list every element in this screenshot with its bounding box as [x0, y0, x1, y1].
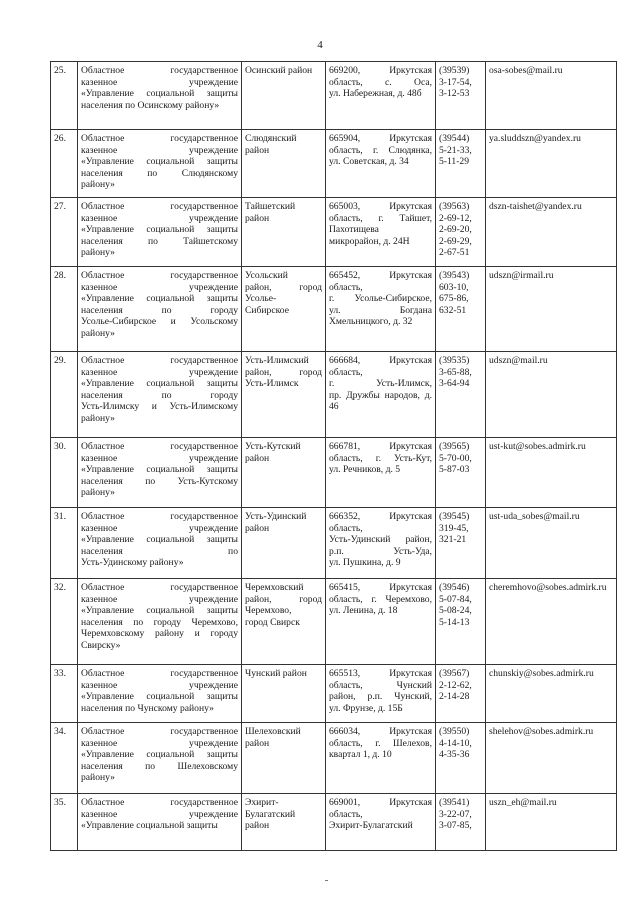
address-line: Усть-Удинский район, [329, 534, 432, 546]
address [326, 508, 436, 579]
institution-name [78, 198, 242, 267]
district-line: район [245, 522, 270, 534]
phone [436, 665, 486, 723]
institution-name-line: населения по Слюдянскому [81, 167, 238, 179]
phone-line: (39539) [439, 65, 470, 76]
district-line: Усть-Илимск [245, 378, 299, 390]
page-number: 4 [317, 39, 323, 51]
address-line: область, г. Тайшет, [329, 212, 432, 224]
address-line: область, г. Шелехов, [329, 737, 432, 749]
institution-name-line: казенное учреждение [81, 144, 238, 156]
address-line: 665513, Иркутская [329, 668, 432, 679]
address-line: 666034, Иркутская [329, 726, 432, 737]
address-line: р.п. Усть-Уда, [329, 545, 432, 557]
address-line: 665003, Иркутская [329, 201, 432, 212]
address-line: ул. Пушкина, д. 9 [329, 557, 401, 569]
address-line: Хмельницкого, д. 32 [329, 316, 413, 328]
phone-line: 5-87-03 [439, 464, 470, 476]
district [242, 130, 326, 198]
phone-line: 319-45, [439, 522, 469, 534]
email-address: dszn-taishet@yandex.ru [489, 201, 582, 212]
institution-name-line: казенное учреждение [81, 679, 238, 691]
district [242, 794, 326, 851]
district-line: Сибирское [245, 304, 289, 316]
row-number-text: 28. [54, 270, 66, 281]
row-number [51, 794, 78, 851]
institution-name-line: казенное учреждение [81, 808, 238, 820]
address-line: г. Усть-Илимск, [329, 378, 432, 390]
district-line: район, город [245, 281, 322, 293]
address [326, 579, 436, 665]
address-line: г. Усолье-Сибирское, [329, 293, 432, 305]
address-line: область, [329, 281, 363, 293]
table-row [51, 579, 617, 665]
institution-name-line: «Управление социальной защиты [81, 820, 218, 832]
district [242, 579, 326, 665]
institution-name-line: казенное учреждение [81, 281, 238, 293]
address-line: область, [329, 366, 363, 378]
phone-line: 3-17-54, [439, 76, 472, 88]
phone-line: 603-10, [439, 281, 469, 293]
institution-name-line: населения по Тайшетскому [81, 235, 238, 247]
institution-name-line: Областное государственное [81, 201, 238, 212]
address [326, 130, 436, 198]
institution-name-line: населения по Шелеховскому [81, 760, 238, 772]
email [486, 130, 617, 198]
institution-name [78, 130, 242, 198]
institution-name [78, 723, 242, 794]
institution-name-line: «Управление социальной защиты [81, 534, 238, 546]
phone [436, 438, 486, 508]
district [242, 438, 326, 508]
row-number [51, 352, 78, 438]
institution-name-line: населения по городу [81, 389, 238, 401]
address-line: область, г. Слюдянка, [329, 144, 432, 156]
row-number-text: 29. [54, 355, 66, 366]
phone-line: 3-22-07, [439, 808, 472, 820]
institution-name-line: «Управление социальной защиты [81, 464, 238, 476]
institution-name-line: району» [81, 179, 115, 191]
address-line: 665904, Иркутская [329, 133, 432, 144]
institution-name [78, 665, 242, 723]
institution-name-line: Областное государственное [81, 441, 238, 452]
address-line: Пахотищева [329, 224, 379, 236]
institution-name-line: населения по [81, 545, 238, 557]
phone [436, 267, 486, 352]
address-line: 669001, Иркутская [329, 797, 432, 808]
email [486, 508, 617, 579]
phone [436, 579, 486, 665]
scan-mark [325, 880, 328, 881]
address [326, 438, 436, 508]
phone-line: (39567) [439, 668, 470, 679]
email [486, 665, 617, 723]
district [242, 352, 326, 438]
institution-name-line: «Управление социальной защиты [81, 88, 238, 100]
institution-name-line: «Управление социальной защиты [81, 605, 238, 617]
phone-line: 5-08-24, [439, 605, 472, 617]
phone-line: 632-51 [439, 304, 467, 316]
phone-line: (39543) [439, 270, 470, 281]
row-number [51, 579, 78, 665]
institution-name-line: казенное учреждение [81, 212, 238, 224]
phone [436, 198, 486, 267]
phone-line: 5-07-84, [439, 593, 472, 605]
institution-name-line: населения по городу [81, 304, 238, 316]
phone-line: 2-12-62, [439, 679, 472, 691]
address-line: 666352, Иркутская [329, 511, 432, 522]
phone-line: (39550) [439, 726, 470, 737]
institution-name-line: казенное учреждение [81, 737, 238, 749]
institution-name-line: казенное учреждение [81, 76, 238, 88]
district-line: Усольский [245, 270, 288, 281]
email [486, 267, 617, 352]
row-number-text: 25. [54, 65, 66, 76]
email-address: ust-uda_sobes@mail.ru [489, 511, 580, 522]
district-line: Усолье- [245, 293, 277, 305]
address [326, 723, 436, 794]
institution-name [78, 352, 242, 438]
phone-line: 5-11-29 [439, 156, 470, 168]
institution-name-line: Областное государственное [81, 797, 238, 808]
institution-name-line: «Управление социальной защиты [81, 156, 238, 168]
phone-line: 3-07-85, [439, 820, 472, 832]
institution-name-line: Свирску» [81, 639, 121, 651]
institution-name-line: «Управление социальной защиты [81, 224, 238, 236]
institution-name-line: населения по Усть-Кутскому [81, 475, 238, 487]
institution-name-line: «Управление социальной защиты [81, 293, 238, 305]
address-line: 665415, Иркутская [329, 582, 432, 593]
address-line: ул. Ленина, д. 18 [329, 605, 398, 617]
institution-name-line: Областное государственное [81, 270, 238, 281]
district [242, 665, 326, 723]
district-line: Слюдянский [245, 133, 297, 144]
phone-line: 3-65-88, [439, 366, 472, 378]
district [242, 267, 326, 352]
institution-name-line: казенное учреждение [81, 522, 238, 534]
institution-name-line: Областное государственное [81, 726, 238, 737]
email-address: shelehov@sobes.admirk.ru [489, 726, 594, 737]
institution-name [78, 267, 242, 352]
table-row [51, 794, 617, 851]
phone [436, 62, 486, 130]
institution-name-line: населения по Чунскому району» [81, 702, 214, 714]
phone-line: (39541) [439, 797, 470, 808]
phone-line: (39535) [439, 355, 470, 366]
email-address: udszn@mail.ru [489, 355, 548, 366]
phone [436, 508, 486, 579]
institution-name-line: Усть-Удинскому району» [81, 557, 184, 569]
email-address: chunskiy@sobes.admirk.ru [489, 668, 594, 679]
email [486, 794, 617, 851]
table-row [51, 665, 617, 723]
phone-line: 2-69-12, [439, 212, 472, 224]
phone-line: 2-67-51 [439, 247, 470, 259]
district-line: район [245, 212, 270, 224]
table-row [51, 267, 617, 352]
district [242, 508, 326, 579]
address-line: 669200, Иркутская [329, 65, 432, 76]
address-line: 46 [329, 401, 339, 413]
district-line: Чунский район [245, 668, 307, 679]
address-line: квартал 1, д. 10 [329, 749, 392, 761]
phone-line: 4-14-10, [439, 737, 472, 749]
institution-name-line: Областное государственное [81, 355, 238, 366]
phone-line: 2-69-29, [439, 235, 472, 247]
row-number [51, 267, 78, 352]
phone-line: (39563) [439, 201, 470, 212]
row-number-text: 34. [54, 726, 66, 737]
email [486, 723, 617, 794]
district-line: район [245, 737, 270, 749]
address-line: область, [329, 522, 363, 534]
institution-name [78, 508, 242, 579]
address-line: область, г. Черемхово, [329, 593, 432, 605]
address-line: район, р.п. Чунский, [329, 691, 432, 703]
institution-name-line: Усолье-Сибирское и Усольскому [81, 316, 238, 328]
district-line: Тайшетский [245, 201, 296, 212]
table-row [51, 723, 617, 794]
email-address: uszn_eh@mail.ru [489, 797, 557, 808]
phone-line: (39545) [439, 511, 470, 522]
phone-line: (39546) [439, 582, 470, 593]
address-line: область, с. Оса, [329, 76, 432, 88]
phone [436, 352, 486, 438]
email [486, 62, 617, 130]
institution-name-line: Областное государственное [81, 668, 238, 679]
institution-name-line: Областное государственное [81, 582, 238, 593]
institution-name-line: «Управление социальной защиты [81, 691, 238, 703]
email-address: ust-kut@sobes.admirk.ru [489, 441, 586, 452]
address-line: область, г. Усть-Кут, [329, 452, 432, 464]
address [326, 665, 436, 723]
institution-name-line: району» [81, 487, 115, 499]
phone-line: 2-14-28 [439, 691, 470, 703]
address-line: Эхирит-Булагатский [329, 820, 413, 832]
phone-line: 3-12-53 [439, 88, 470, 100]
row-number [51, 665, 78, 723]
district-line: район [245, 820, 270, 832]
phone [436, 723, 486, 794]
address-line: область, Чунский [329, 679, 432, 691]
address-line: 666684, Иркутская [329, 355, 432, 366]
row-number-text: 35. [54, 797, 66, 808]
institutions-table [50, 61, 617, 851]
address-line: пр. Дружбы народов, д. [329, 389, 432, 401]
address [326, 198, 436, 267]
institution-name-line: Областное государственное [81, 133, 238, 144]
email-address: udszn@irmail.ru [489, 270, 554, 281]
email-address: osa-sobes@mail.ru [489, 65, 563, 76]
institution-name-line: району» [81, 772, 115, 784]
address-line: 665452, Иркутская [329, 270, 432, 281]
phone-line: 5-70-00, [439, 452, 472, 464]
institution-name-line: Усть-Илимску и Усть-Илимскому [81, 401, 238, 413]
district-line: Шелеховский [245, 726, 301, 737]
email [486, 198, 617, 267]
district-line: Булагатский [245, 808, 296, 820]
institution-name-line: Областное государственное [81, 511, 238, 522]
row-number [51, 508, 78, 579]
email [486, 438, 617, 508]
address-line: ул. Богдана [329, 304, 432, 316]
table-row [51, 508, 617, 579]
institution-name-line: Черемховскому району и городу [81, 628, 238, 640]
institution-name [78, 794, 242, 851]
district [242, 198, 326, 267]
row-number [51, 130, 78, 198]
district-line: Осинский район [245, 65, 313, 76]
table-row [51, 130, 617, 198]
phone-line: 675-86, [439, 293, 469, 305]
address-line: ул. Речников, д. 5 [329, 464, 401, 476]
phone-line: (39544) [439, 133, 470, 144]
table-row [51, 352, 617, 438]
address [326, 794, 436, 851]
institution-name [78, 438, 242, 508]
address-line: область, [329, 808, 363, 820]
institution-name-line: населения по Осинскому району» [81, 99, 220, 111]
institution-name-line: району» [81, 327, 115, 339]
district [242, 723, 326, 794]
institution-name-line: Областное государственное [81, 65, 238, 76]
phone-line: 4-35-36 [439, 749, 470, 761]
district-line: Черемховский [245, 582, 304, 593]
phone-line: (39565) [439, 441, 470, 452]
institution-name-line: району» [81, 247, 115, 259]
row-number [51, 62, 78, 130]
institution-name [78, 62, 242, 130]
phone-line: 3-64-94 [439, 378, 470, 390]
institution-name [78, 579, 242, 665]
address [326, 62, 436, 130]
district [242, 62, 326, 130]
phone-line: 5-21-33, [439, 144, 472, 156]
phone [436, 794, 486, 851]
institution-name-line: району» [81, 412, 115, 424]
phone-line: 5-14-13 [439, 616, 470, 628]
address-line: 666781, Иркутская [329, 441, 432, 452]
district-line: город Свирск [245, 616, 300, 628]
district-line: район [245, 144, 270, 156]
table-row [51, 62, 617, 130]
phone-line: 2-69-20, [439, 224, 472, 236]
row-number-text: 32. [54, 582, 66, 593]
email [486, 352, 617, 438]
email-address: cheremhovo@sobes.admirk.ru [489, 582, 607, 593]
district-line: Эхирит- [245, 797, 279, 808]
institution-name-line: «Управление социальной защиты [81, 378, 238, 390]
address-line: ул. Фрунзе, д. 15Б [329, 702, 403, 714]
row-number-text: 31. [54, 511, 66, 522]
phone-line: 321-21 [439, 534, 467, 546]
district-line: Усть-Кутский [245, 441, 301, 452]
row-number [51, 438, 78, 508]
district-line: район [245, 452, 270, 464]
district-line: Усть-Илимский [245, 355, 309, 366]
row-number [51, 723, 78, 794]
phone [436, 130, 486, 198]
address-line: ул. Советская, д. 34 [329, 156, 409, 168]
institution-name-line: казенное учреждение [81, 366, 238, 378]
district-line: район, город [245, 593, 322, 605]
row-number-text: 30. [54, 441, 66, 452]
address [326, 352, 436, 438]
email [486, 579, 617, 665]
row-number-text: 27. [54, 201, 66, 212]
institution-name-line: «Управление социальной защиты [81, 749, 238, 761]
row-number [51, 198, 78, 267]
district-line: Черемхово, [245, 605, 292, 617]
address [326, 267, 436, 352]
table-row [51, 198, 617, 267]
institution-name-line: казенное учреждение [81, 452, 238, 464]
institution-name-line: населения по городу Черемхово, [81, 616, 238, 628]
row-number-text: 33. [54, 668, 66, 679]
district-line: Усть-Удинский [245, 511, 307, 522]
email-address: ya.sluddszn@yandex.ru [489, 133, 581, 144]
address-line: микрорайон, д. 24Н [329, 235, 410, 247]
row-number-text: 26. [54, 133, 66, 144]
district-line: район, город [245, 366, 322, 378]
address-line: ул. Набережная, д. 48б [329, 88, 422, 100]
table-row [51, 438, 617, 508]
institution-name-line: казенное учреждение [81, 593, 238, 605]
